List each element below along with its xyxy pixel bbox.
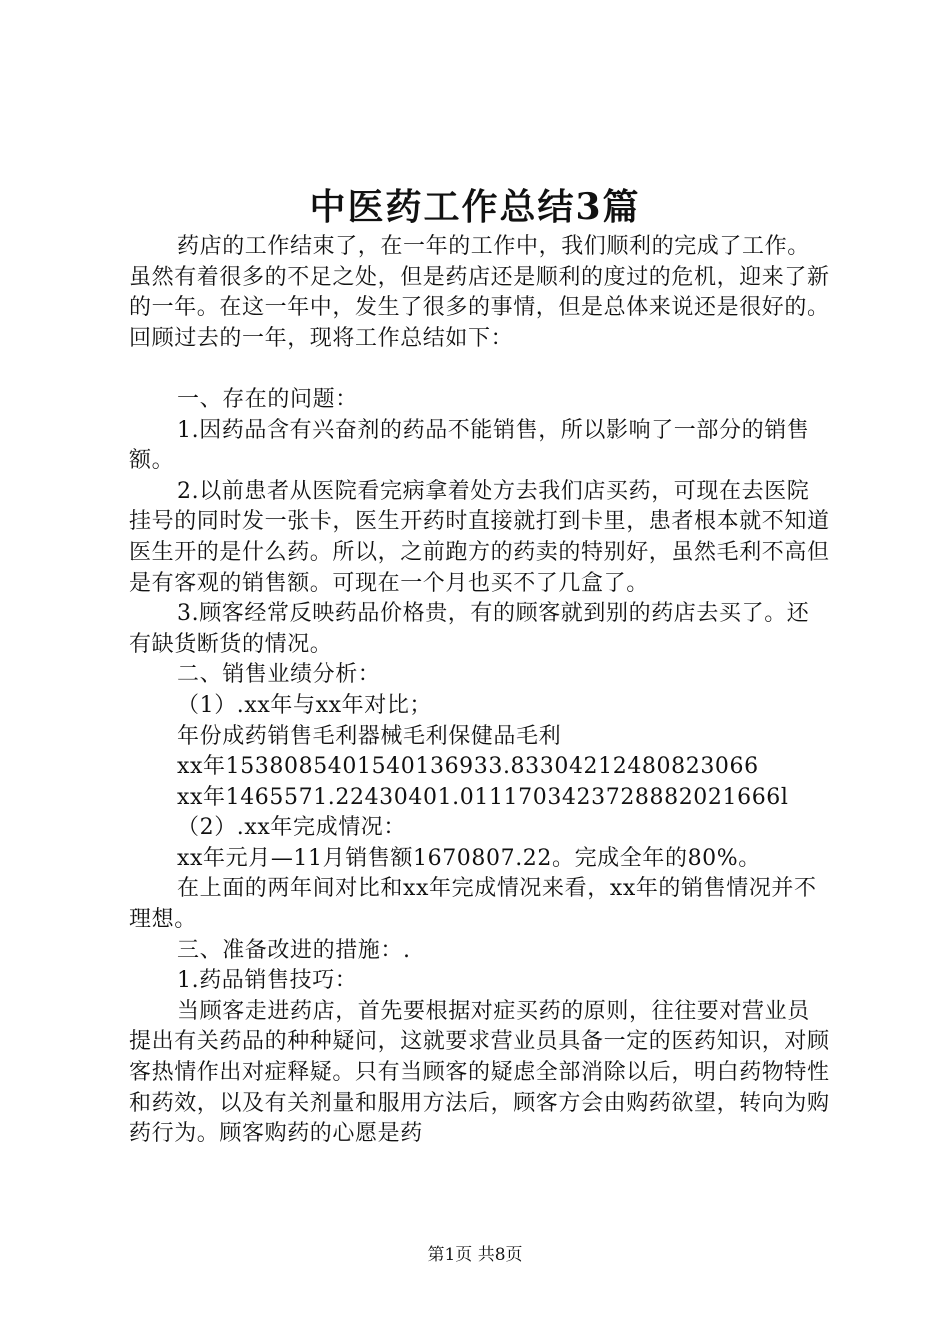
sales-table-row: xx年1465571.22430401.0111703423728882021666l (177, 784, 789, 810)
section-heading-measures: 三、准备改进的措施：. (177, 937, 411, 963)
paragraph-gap (129, 354, 831, 385)
intro-paragraph: 药店的工作结束了，在一年的工作中，我们顺利的完成了工作。虽然有着很多的不足之处，但是药店还是顺利的度过的危机，迎来了新的一年。在这一年中，发生了很多的事情，但是总体来说还是很好的。回顾过去的一年，现将工作总结如下： (129, 234, 830, 351)
section-heading-sales: 二、销售业绩分析： (177, 662, 381, 688)
page-number-footer: 第1页 共8页 (427, 1245, 523, 1265)
subheading-comparison: （1）.xx年与xx年对比； (177, 692, 433, 718)
measure-item-1-heading: 1.药品销售技巧： (177, 968, 358, 994)
problem-item-1: 1.因药品含有兴奋剂的药品不能销售，所以影响了一部分的销售额。 (129, 417, 810, 474)
sales-table-header: 年份成药销售毛利器械毛利保健品毛利 (177, 723, 562, 749)
subheading-completion: （2）.xx年完成情况： (177, 815, 407, 841)
problem-item-3: 3.顾客经常反映药品价格贵，有的顾客就到别的药店去买了。还有缺货断货的情况。 (129, 601, 810, 657)
sales-table-row: xx年1538085401540136933.83304212480823066 (177, 754, 759, 780)
section-heading-problems: 一、存在的问题： (177, 386, 358, 412)
analysis-paragraph: 在上面的两年间对比和xx年完成情况来看，xx年的销售情况并不理想。 (129, 876, 817, 933)
problem-item-2: 2.以前患者从医院看完病拿着处方去我们店买药，可现在去医院挂号的同时发一张卡，医生开药时直接就打到卡里，患者根本就不知道医生开的是什么药。所以，之前跑方的药卖的特别好，虽然毛利不高但是有客观的销售额。可现在一个月也买不了几盒了。 (129, 478, 830, 596)
document-body (129, 232, 831, 1150)
document-title: 中医药工作总结3篇 (309, 186, 641, 228)
completion-text: xx年元月—11月销售额1670807.22。完成全年的80%。 (177, 845, 761, 871)
measure-item-1-text: 当顾客走进药店，首先要根据对症买药的原则，往往要对营业员提出有关药品的种种疑问，这就要求营业员具备一定的医药知识，对顾客热情作出对症释疑。只有当顾客的疑虑全部消除以后，明白药物特性和药效，以及有关剂量和服用方法后，顾客方会由购药欲望，转向为购药行为。顾客购药的心愿是药 (129, 998, 830, 1147)
